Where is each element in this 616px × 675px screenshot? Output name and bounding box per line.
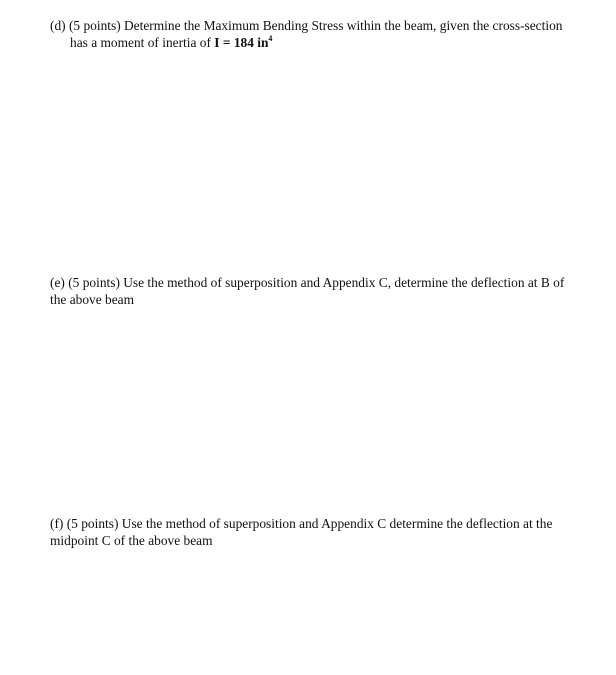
question-d-line-2 [50,34,590,51]
question-f-line-2: midpoint C of the above beam [50,533,213,548]
moment-of-inertia-formula: I = 184 in [214,35,269,50]
question-e-line-1: (e) (5 points) Use the method of superposition and Appendix C, determine the deflection at B of [50,275,565,290]
inertia-unit-exponent: 4 [268,34,273,43]
question-f [50,515,590,549]
question-d-line-2-text: has a moment of inertia of [70,35,215,50]
question-f-line-1: (f) (5 points) Use the method of superposition and Appendix C determine the deflection at the [50,516,553,531]
question-e [50,274,590,308]
question-e-line-2: the above beam [50,292,135,307]
question-d-line-1: (d) (5 points) Determine the Maximum Bending Stress within the beam, given the cross-section [50,18,563,33]
question-d [50,17,590,51]
